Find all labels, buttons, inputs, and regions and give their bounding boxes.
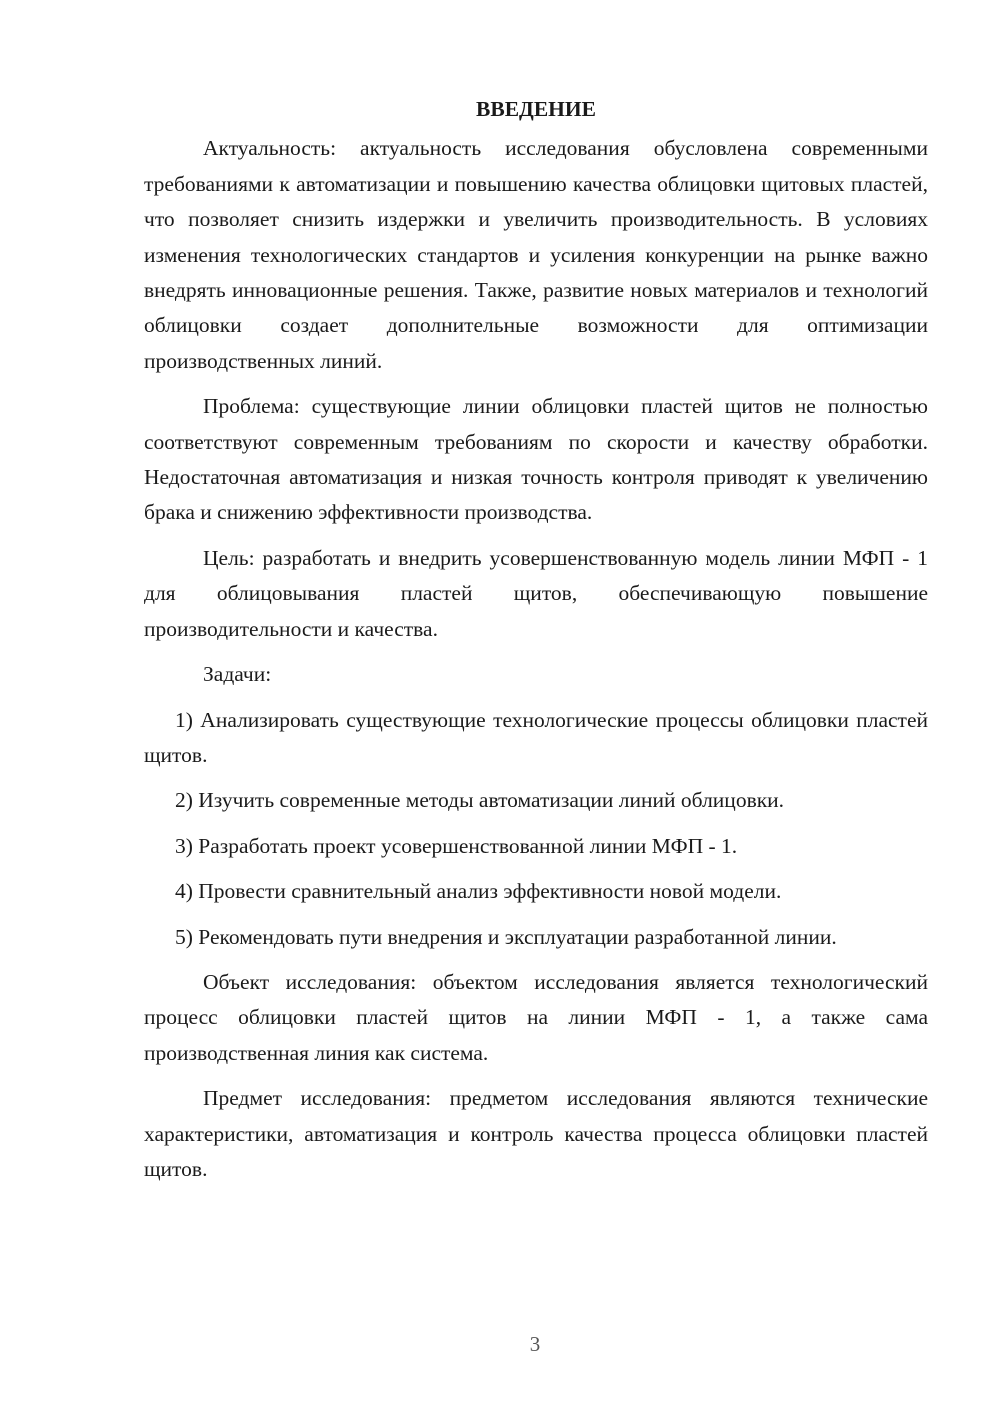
document-page [144,92,928,1197]
task-item: 4) Провести сравнительный анализ эффективности новой модели. [175,879,782,904]
subject-paragraph: Предмет исследования: предметом исследования являются технические характеристики, автоматизация и контроль качества процесса облицовки пластей щитов. [144,1086,928,1181]
object-paragraph: Объект исследования: объектом исследования является технологический процесс облицовки пластей щитов на линии МФП - 1, а также сама производственная линия как система. [144,969,928,1065]
task-item: 2) Изучить современные методы автоматизации линий облицовки. [175,788,785,813]
relevance-paragraph: Актуальность: актуальность исследования обусловлена современными требованиями к автоматизации и повышению качества облицовки щитовых пластей, что позволяет снизить издержки и увеличить производительность. В условиях изменения технологических стандартов и усиления конкуренции на рынке важно внедрять инновационные решения. Также, развитие новых материалов и технологий облицовки создает дополнительные возможности для оптимизации производственных линий. [144,136,928,373]
task-item: 5) Рекомендовать пути внедрения и эксплуатации разработанной линии. [175,924,837,949]
task-item: 1) Анализировать существующие технологические процессы облицовки пластей щитов. [144,707,928,767]
problem-paragraph: Проблема: существующие линии облицовки пластей щитов не полностью соответствуют современным требованиям по скорости и качеству обработки. Недостаточная автоматизация и низкая точность контроля приводят к увеличению брака и снижению эффективности производства. [144,394,928,525]
goal-paragraph: Цель: разработать и внедрить усовершенствованную модель линии МФП - 1 для облицовывания пластей щитов, обеспечивающую повышение производительности и качества. [144,545,928,641]
page-number: 3 [529,1332,541,1356]
task-item: 3) Разработать проект усовершенствованной линии МФП - 1. [175,833,738,858]
page-title: ВВЕДЕНИЕ [476,97,596,121]
tasks-heading: Задачи: [203,662,272,687]
